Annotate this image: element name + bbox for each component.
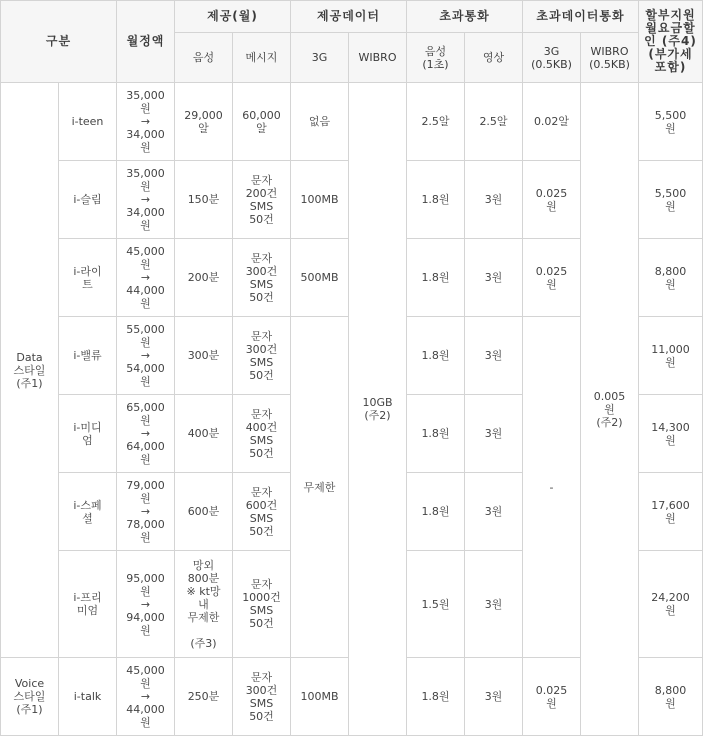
voice-allowance: 300분 [175, 317, 233, 395]
monthly-discount: 14,300 원 [639, 395, 703, 473]
excess-voice: 1.5원 [407, 551, 465, 658]
voice-allowance: 150분 [175, 161, 233, 239]
header-excess-call: 초과통화 [407, 1, 523, 33]
excess-video: 3원 [465, 161, 523, 239]
voice-allowance: 250분 [175, 658, 233, 736]
monthly-discount: 24,200 원 [639, 551, 703, 658]
message-allowance: 60,000 알 [233, 83, 291, 161]
group-voice-style: Voice 스타일 (주1) [1, 658, 59, 736]
excess-video: 2.5알 [465, 83, 523, 161]
plan-name: i-스페 셜 [59, 473, 117, 551]
monthly-fee: 79,000 원 → 78,000 원 [117, 473, 175, 551]
monthly-fee: 45,000 원 → 44,000 원 [117, 658, 175, 736]
plan-name: i-talk [59, 658, 117, 736]
excess-video: 3원 [465, 473, 523, 551]
data-3g: 100MB [291, 658, 349, 736]
plan-name: i-밸류 [59, 317, 117, 395]
header-monthly-fee: 월정액 [117, 1, 175, 83]
header-data-3g: 3G [291, 33, 349, 83]
excess-voice: 1.8원 [407, 239, 465, 317]
excess-voice: 2.5알 [407, 83, 465, 161]
header-voice: 음성 [175, 33, 233, 83]
excess-wibro: 0.005 원 (주2) [581, 83, 639, 736]
excess-video: 3원 [465, 551, 523, 658]
monthly-discount: 11,000 원 [639, 317, 703, 395]
voice-allowance: 400분 [175, 395, 233, 473]
plan-name: i-teen [59, 83, 117, 161]
message-allowance: 문자 300건 SMS 50건 [233, 658, 291, 736]
voice-allowance: 600분 [175, 473, 233, 551]
group-data-style: Data 스타일 (주1) [1, 83, 59, 658]
message-allowance: 문자 300건 SMS 50건 [233, 317, 291, 395]
voice-allowance: 망외 800분 ※ kt망 내 무제한 (주3) [175, 551, 233, 658]
excess-video: 3원 [465, 317, 523, 395]
excess-3g-none: - [523, 317, 581, 658]
monthly-fee: 45,000 원 → 44,000 원 [117, 239, 175, 317]
message-allowance: 문자 200건 SMS 50건 [233, 161, 291, 239]
excess-3g: 0.025 원 [523, 658, 581, 736]
excess-voice: 1.8원 [407, 658, 465, 736]
header-provided-data: 제공데이터 [291, 1, 407, 33]
monthly-fee: 95,000 원 → 94,000 원 [117, 551, 175, 658]
header-data-wibro: WIBRO [349, 33, 407, 83]
monthly-fee: 35,000 원 → 34,000 원 [117, 83, 175, 161]
header-excess-video: 영상 [465, 33, 523, 83]
voice-allowance: 200분 [175, 239, 233, 317]
header-excess-wibro: WIBRO (0.5KB) [581, 33, 639, 83]
header-message: 메시지 [233, 33, 291, 83]
data-3g: 100MB [291, 161, 349, 239]
monthly-discount: 17,600 원 [639, 473, 703, 551]
excess-voice: 1.8원 [407, 395, 465, 473]
monthly-fee: 65,000 원 → 64,000 원 [117, 395, 175, 473]
excess-video: 3원 [465, 395, 523, 473]
excess-voice: 1.8원 [407, 317, 465, 395]
voice-allowance: 29,000 알 [175, 83, 233, 161]
monthly-fee: 35,000 원 → 34,000 원 [117, 161, 175, 239]
message-allowance: 문자 400건 SMS 50건 [233, 395, 291, 473]
data-wibro: 10GB (주2) [349, 83, 407, 736]
monthly-discount: 5,500 원 [639, 161, 703, 239]
table-row [1, 83, 703, 161]
monthly-discount: 8,800 원 [639, 239, 703, 317]
monthly-discount: 8,800 원 [639, 658, 703, 736]
plan-name: i-미디 엄 [59, 395, 117, 473]
message-allowance: 문자 600건 SMS 50건 [233, 473, 291, 551]
plan-name: i-슬림 [59, 161, 117, 239]
header-excess-data: 초과데이터통화 [523, 1, 639, 33]
message-allowance: 문자 300건 SMS 50건 [233, 239, 291, 317]
excess-3g: 0.025 원 [523, 161, 581, 239]
header-category: 구분 [1, 1, 117, 83]
excess-3g: 0.025 원 [523, 239, 581, 317]
excess-3g: 0.02알 [523, 83, 581, 161]
monthly-fee: 55,000 원 → 54,000 원 [117, 317, 175, 395]
plan-name: i-라이 트 [59, 239, 117, 317]
header-excess-voice: 음성 (1초) [407, 33, 465, 83]
excess-voice: 1.8원 [407, 473, 465, 551]
excess-video: 3원 [465, 658, 523, 736]
header-discount: 할부지원 월요금할 인 (주4) (부가세 포함) [639, 1, 703, 83]
excess-voice: 1.8원 [407, 161, 465, 239]
data-3g-unlimited: 무제한 [291, 317, 349, 658]
monthly-discount: 5,500 원 [639, 83, 703, 161]
header-provided-monthly: 제공(월) [175, 1, 291, 33]
header-excess-3g: 3G (0.5KB) [523, 33, 581, 83]
data-3g: 없음 [291, 83, 349, 161]
data-3g: 500MB [291, 239, 349, 317]
message-allowance: 문자 1000건 SMS 50건 [233, 551, 291, 658]
plan-name: i-프리 미엄 [59, 551, 117, 658]
excess-video: 3원 [465, 239, 523, 317]
